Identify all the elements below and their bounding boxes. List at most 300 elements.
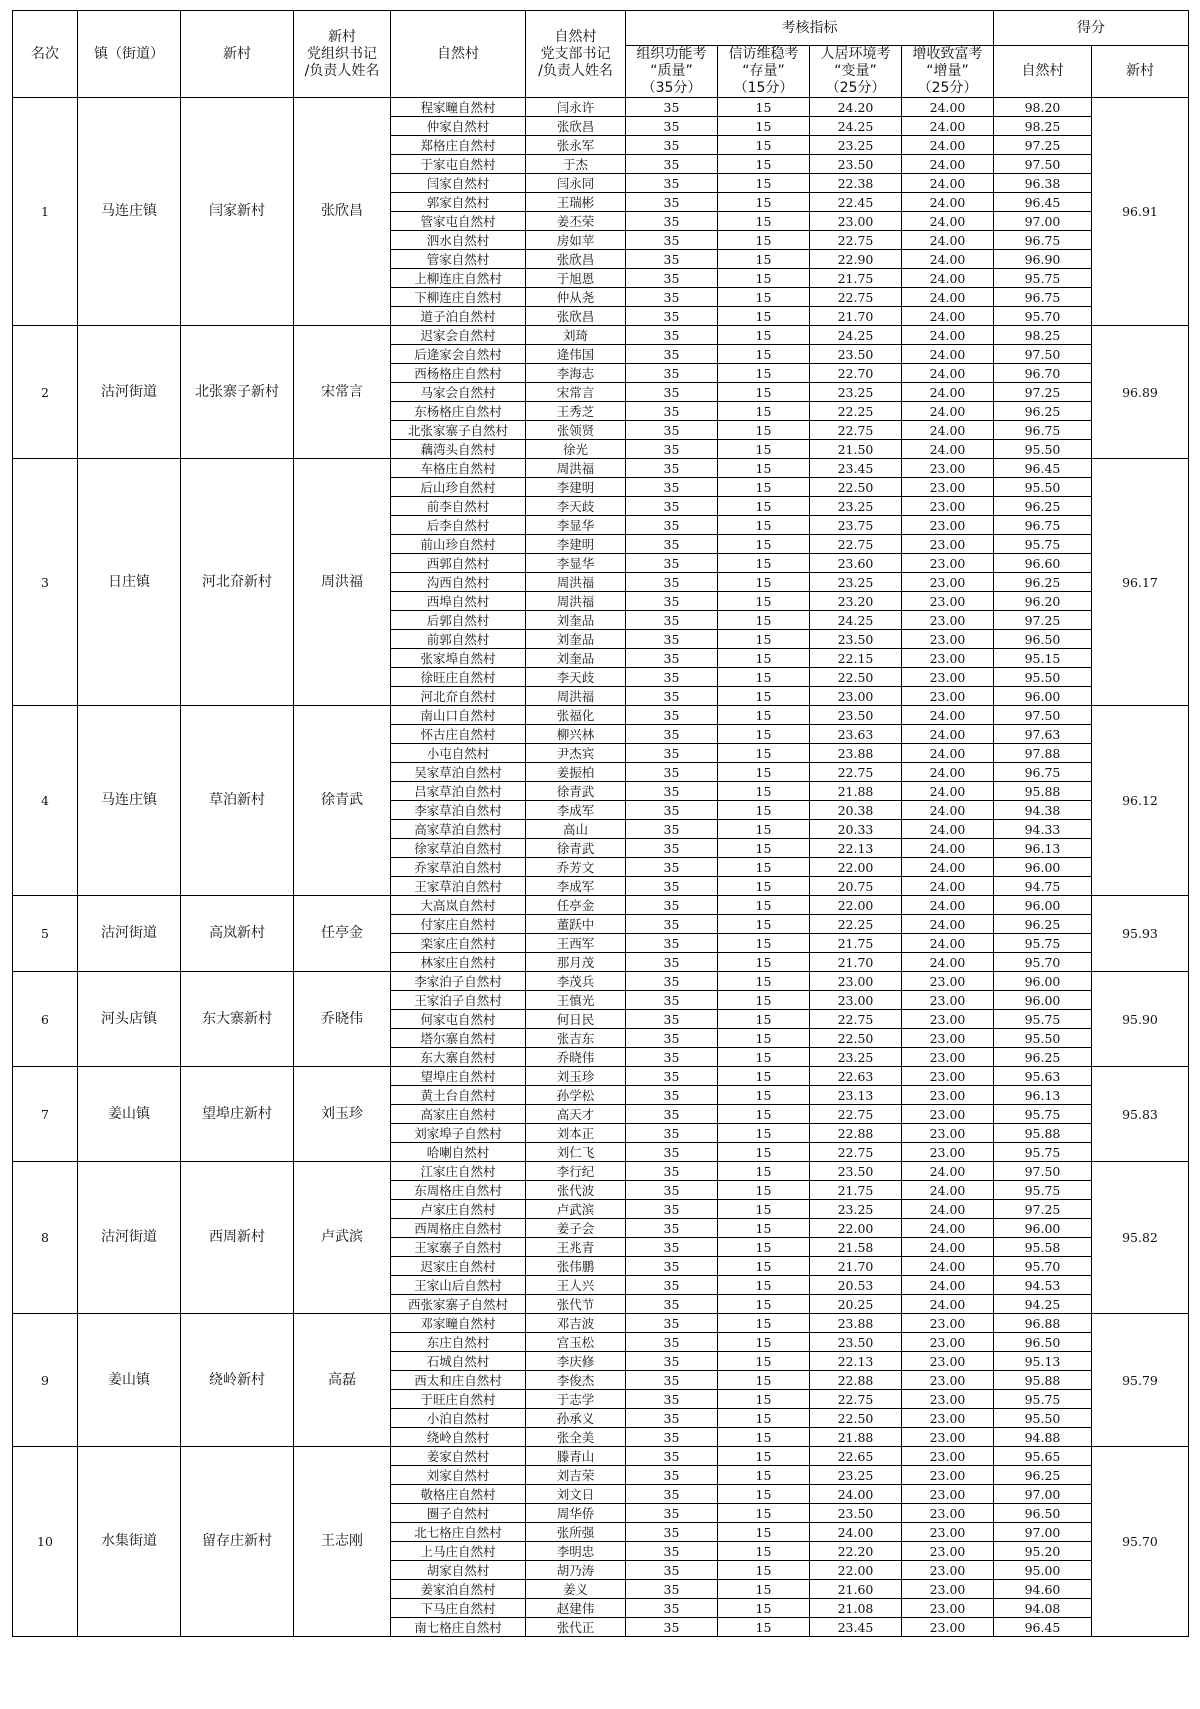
- quality-score-cell: 35: [626, 1523, 718, 1542]
- stock-score-cell: 15: [718, 1580, 810, 1599]
- variable-score-cell: 23.45: [810, 1618, 902, 1637]
- increment-score-cell: 23.00: [902, 687, 994, 706]
- natural-total-cell: 95.75: [994, 1143, 1092, 1162]
- natural-total-cell: 96.45: [994, 193, 1092, 212]
- increment-score-cell: 23.00: [902, 649, 994, 668]
- natural-secretary-cell: 李显华: [526, 516, 626, 535]
- quality-score-cell: 35: [626, 326, 718, 345]
- natural-total-cell: 96.75: [994, 288, 1092, 307]
- natural-village-cell: 高家草泊自然村: [391, 820, 526, 839]
- stock-score-cell: 15: [718, 820, 810, 839]
- quality-score-cell: 35: [626, 991, 718, 1010]
- town-cell: 姜山镇: [78, 1067, 181, 1162]
- table-row: [13, 98, 1189, 117]
- increment-score-cell: 24.00: [902, 136, 994, 155]
- variable-score-cell: 22.25: [810, 402, 902, 421]
- stock-score-cell: 15: [718, 1295, 810, 1314]
- quality-score-cell: 35: [626, 1542, 718, 1561]
- natural-village-cell: 林家庄自然村: [391, 953, 526, 972]
- natural-village-cell: 上柳连庄自然村: [391, 269, 526, 288]
- variable-score-cell: 21.70: [810, 307, 902, 326]
- natural-secretary-cell: 张所强: [526, 1523, 626, 1542]
- quality-score-cell: 35: [626, 1143, 718, 1162]
- quality-score-cell: 35: [626, 820, 718, 839]
- natural-village-cell: 程家疃自然村: [391, 98, 526, 117]
- natural-village-cell: 道子泊自然村: [391, 307, 526, 326]
- quality-score-cell: 35: [626, 782, 718, 801]
- quality-score-cell: 35: [626, 1257, 718, 1276]
- natural-village-cell: 刘家埠子自然村: [391, 1124, 526, 1143]
- variable-score-cell: 21.70: [810, 953, 902, 972]
- natural-total-cell: 95.88: [994, 1124, 1092, 1143]
- natural-secretary-cell: 刘吉荣: [526, 1466, 626, 1485]
- variable-score-cell: 22.75: [810, 763, 902, 782]
- stock-score-cell: 15: [718, 1181, 810, 1200]
- increment-score-cell: 23.00: [902, 478, 994, 497]
- natural-total-cell: 94.75: [994, 877, 1092, 896]
- variable-score-cell: 20.25: [810, 1295, 902, 1314]
- quality-score-cell: 35: [626, 478, 718, 497]
- increment-score-cell: 23.00: [902, 1447, 994, 1466]
- header-new-village-secretary: [294, 11, 391, 98]
- natural-village-cell: 马家会自然村: [391, 383, 526, 402]
- increment-score-cell: 24.00: [902, 193, 994, 212]
- natural-secretary-cell: 宫玉松: [526, 1333, 626, 1352]
- natural-total-cell: 96.00: [994, 687, 1092, 706]
- natural-total-cell: 96.50: [994, 630, 1092, 649]
- natural-secretary-cell: 胡乃涛: [526, 1561, 626, 1580]
- variable-score-cell: 23.50: [810, 1504, 902, 1523]
- natural-secretary-cell: 张全美: [526, 1428, 626, 1447]
- natural-total-cell: 94.38: [994, 801, 1092, 820]
- natural-total-cell: 95.50: [994, 478, 1092, 497]
- town-cell: 沽河街道: [78, 326, 181, 459]
- increment-score-cell: 24.00: [902, 269, 994, 288]
- rank-cell: 2: [13, 326, 78, 459]
- natural-total-cell: 96.75: [994, 763, 1092, 782]
- natural-secretary-cell: 宋常言: [526, 383, 626, 402]
- new-village-cell: 留存庄新村: [181, 1447, 294, 1637]
- natural-village-cell: 怀古庄自然村: [391, 725, 526, 744]
- natural-secretary-cell: 徐青武: [526, 839, 626, 858]
- variable-score-cell: 20.38: [810, 801, 902, 820]
- natural-secretary-cell: 姜子会: [526, 1219, 626, 1238]
- quality-score-cell: 35: [626, 193, 718, 212]
- quality-score-cell: 35: [626, 1314, 718, 1333]
- header-line: 组织功能考: [636, 46, 707, 62]
- header-rank: 名次: [13, 11, 78, 98]
- natural-total-cell: 97.00: [994, 1523, 1092, 1542]
- variable-score-cell: 22.20: [810, 1542, 902, 1561]
- variable-score-cell: 22.45: [810, 193, 902, 212]
- new-village-secretary-cell: 王志刚: [294, 1447, 391, 1637]
- natural-total-cell: 95.75: [994, 1010, 1092, 1029]
- natural-village-cell: 前李自然村: [391, 497, 526, 516]
- variable-score-cell: 23.50: [810, 630, 902, 649]
- natural-total-cell: 96.25: [994, 915, 1092, 934]
- new-village-secretary-cell: 高磊: [294, 1314, 391, 1447]
- natural-village-cell: 刘家自然村: [391, 1466, 526, 1485]
- quality-score-cell: 35: [626, 364, 718, 383]
- header-town: 镇（街道）: [78, 11, 181, 98]
- natural-total-cell: 96.70: [994, 364, 1092, 383]
- stock-score-cell: 15: [718, 801, 810, 820]
- natural-total-cell: 94.53: [994, 1276, 1092, 1295]
- stock-score-cell: 15: [718, 459, 810, 478]
- stock-score-cell: 15: [718, 250, 810, 269]
- increment-score-cell: 24.00: [902, 934, 994, 953]
- natural-village-cell: 小屯自然村: [391, 744, 526, 763]
- natural-total-cell: 96.25: [994, 402, 1092, 421]
- natural-village-cell: 吴家草泊自然村: [391, 763, 526, 782]
- variable-score-cell: 22.75: [810, 288, 902, 307]
- variable-score-cell: 22.63: [810, 1067, 902, 1086]
- variable-score-cell: 22.13: [810, 839, 902, 858]
- quality-score-cell: 35: [626, 953, 718, 972]
- natural-total-cell: 95.20: [994, 1542, 1092, 1561]
- table-header: [13, 11, 1189, 98]
- header-line: /负责人姓名: [538, 62, 613, 79]
- natural-secretary-cell: 李庆修: [526, 1352, 626, 1371]
- increment-score-cell: 23.00: [902, 1105, 994, 1124]
- header-score-natural: 自然村: [994, 46, 1092, 98]
- stock-score-cell: 15: [718, 1618, 810, 1637]
- natural-village-cell: 王家草泊自然村: [391, 877, 526, 896]
- town-cell: 日庄镇: [78, 459, 181, 706]
- increment-score-cell: 24.00: [902, 782, 994, 801]
- natural-secretary-cell: 李建明: [526, 478, 626, 497]
- stock-score-cell: 15: [718, 630, 810, 649]
- rank-cell: 8: [13, 1162, 78, 1314]
- increment-score-cell: 24.00: [902, 725, 994, 744]
- natural-secretary-cell: 张领贤: [526, 421, 626, 440]
- increment-score-cell: 24.00: [902, 763, 994, 782]
- variable-score-cell: 22.88: [810, 1124, 902, 1143]
- variable-score-cell: 23.50: [810, 1333, 902, 1352]
- new-village-score-cell: 95.90: [1092, 972, 1189, 1067]
- natural-village-cell: 圈子自然村: [391, 1504, 526, 1523]
- natural-village-cell: 下柳连庄自然村: [391, 288, 526, 307]
- quality-score-cell: 35: [626, 98, 718, 117]
- header-line: 增收致富考: [912, 46, 983, 62]
- quality-score-cell: 35: [626, 725, 718, 744]
- natural-secretary-cell: 卢武滨: [526, 1200, 626, 1219]
- variable-score-cell: 23.25: [810, 1466, 902, 1485]
- variable-score-cell: 23.63: [810, 725, 902, 744]
- natural-village-cell: 于家屯自然村: [391, 155, 526, 174]
- variable-score-cell: 24.00: [810, 1523, 902, 1542]
- variable-score-cell: 22.50: [810, 668, 902, 687]
- stock-score-cell: 15: [718, 1428, 810, 1447]
- natural-village-cell: 姜家泊自然村: [391, 1580, 526, 1599]
- increment-score-cell: 24.00: [902, 1238, 994, 1257]
- natural-total-cell: 97.50: [994, 706, 1092, 725]
- natural-secretary-cell: 周洪福: [526, 459, 626, 478]
- town-cell: 沽河街道: [78, 896, 181, 972]
- variable-score-cell: 20.53: [810, 1276, 902, 1295]
- quality-score-cell: 35: [626, 174, 718, 193]
- increment-score-cell: 23.00: [902, 554, 994, 573]
- variable-score-cell: 22.13: [810, 1352, 902, 1371]
- natural-village-cell: 栾家庄自然村: [391, 934, 526, 953]
- natural-total-cell: 97.50: [994, 1162, 1092, 1181]
- quality-score-cell: 35: [626, 1200, 718, 1219]
- natural-total-cell: 95.50: [994, 1409, 1092, 1428]
- stock-score-cell: 15: [718, 573, 810, 592]
- increment-score-cell: 23.00: [902, 1371, 994, 1390]
- natural-village-cell: 西张家寨子自然村: [391, 1295, 526, 1314]
- quality-score-cell: 35: [626, 630, 718, 649]
- stock-score-cell: 15: [718, 402, 810, 421]
- new-village-cell: 高岚新村: [181, 896, 294, 972]
- increment-score-cell: 23.00: [902, 1466, 994, 1485]
- natural-village-cell: 黄土台自然村: [391, 1086, 526, 1105]
- natural-village-cell: 前郭自然村: [391, 630, 526, 649]
- header-line: “存量”: [742, 63, 785, 79]
- natural-secretary-cell: 张吉东: [526, 1029, 626, 1048]
- quality-score-cell: 35: [626, 1181, 718, 1200]
- increment-score-cell: 23.00: [902, 1485, 994, 1504]
- new-village-cell: 北张寨子新村: [181, 326, 294, 459]
- natural-village-cell: 泗水自然村: [391, 231, 526, 250]
- natural-secretary-cell: 徐光: [526, 440, 626, 459]
- natural-village-cell: 小泊自然村: [391, 1409, 526, 1428]
- stock-score-cell: 15: [718, 1485, 810, 1504]
- new-village-secretary-cell: 徐青武: [294, 706, 391, 896]
- new-village-score-cell: 95.82: [1092, 1162, 1189, 1314]
- variable-score-cell: 21.50: [810, 440, 902, 459]
- town-cell: 河头店镇: [78, 972, 181, 1067]
- variable-score-cell: 23.25: [810, 1048, 902, 1067]
- quality-score-cell: 35: [626, 1333, 718, 1352]
- natural-village-cell: 乔家草泊自然村: [391, 858, 526, 877]
- header-score-new: 新村: [1092, 46, 1189, 98]
- quality-score-cell: 35: [626, 801, 718, 820]
- quality-score-cell: 35: [626, 345, 718, 364]
- increment-score-cell: 24.00: [902, 1200, 994, 1219]
- stock-score-cell: 15: [718, 516, 810, 535]
- natural-village-cell: 迟家会自然村: [391, 326, 526, 345]
- natural-total-cell: 96.50: [994, 1504, 1092, 1523]
- increment-score-cell: 24.00: [902, 364, 994, 383]
- natural-secretary-cell: 逄伟国: [526, 345, 626, 364]
- quality-score-cell: 35: [626, 288, 718, 307]
- increment-score-cell: 23.00: [902, 1314, 994, 1333]
- stock-score-cell: 15: [718, 231, 810, 250]
- increment-score-cell: 24.00: [902, 345, 994, 364]
- natural-secretary-cell: 张代正: [526, 1618, 626, 1637]
- increment-score-cell: 23.00: [902, 1561, 994, 1580]
- natural-village-cell: 敬格庄自然村: [391, 1485, 526, 1504]
- stock-score-cell: 15: [718, 193, 810, 212]
- natural-secretary-cell: 王秀芝: [526, 402, 626, 421]
- natural-total-cell: 96.75: [994, 421, 1092, 440]
- stock-score-cell: 15: [718, 269, 810, 288]
- village-ranking-table: [12, 10, 1189, 1637]
- new-village-secretary-cell: 张欣昌: [294, 98, 391, 326]
- header-line: “增量”: [926, 63, 969, 79]
- stock-score-cell: 15: [718, 1143, 810, 1162]
- natural-secretary-cell: 张欣昌: [526, 250, 626, 269]
- variable-score-cell: 22.00: [810, 858, 902, 877]
- increment-score-cell: 23.00: [902, 592, 994, 611]
- variable-score-cell: 23.13: [810, 1086, 902, 1105]
- stock-score-cell: 15: [718, 1124, 810, 1143]
- increment-score-cell: 23.00: [902, 1409, 994, 1428]
- natural-village-cell: 东庄自然村: [391, 1333, 526, 1352]
- quality-score-cell: 35: [626, 858, 718, 877]
- natural-village-cell: 张家埠自然村: [391, 649, 526, 668]
- variable-score-cell: 22.75: [810, 1010, 902, 1029]
- natural-village-cell: 哈喇自然村: [391, 1143, 526, 1162]
- quality-score-cell: 35: [626, 307, 718, 326]
- variable-score-cell: 23.60: [810, 554, 902, 573]
- quality-score-cell: 35: [626, 136, 718, 155]
- variable-score-cell: 23.00: [810, 972, 902, 991]
- natural-total-cell: 96.75: [994, 516, 1092, 535]
- stock-score-cell: 15: [718, 839, 810, 858]
- natural-village-cell: 后郭自然村: [391, 611, 526, 630]
- header-line: （25分）: [917, 80, 978, 96]
- natural-village-cell: 高家庄自然村: [391, 1105, 526, 1124]
- quality-score-cell: 35: [626, 1428, 718, 1447]
- quality-score-cell: 35: [626, 763, 718, 782]
- quality-score-cell: 35: [626, 1029, 718, 1048]
- variable-score-cell: 24.25: [810, 611, 902, 630]
- table-row: [13, 1162, 1189, 1181]
- natural-village-cell: 王家寨子自然村: [391, 1238, 526, 1257]
- stock-score-cell: 15: [718, 611, 810, 630]
- variable-score-cell: 22.65: [810, 1447, 902, 1466]
- natural-village-cell: 闫家自然村: [391, 174, 526, 193]
- quality-score-cell: 35: [626, 269, 718, 288]
- variable-score-cell: 23.75: [810, 516, 902, 535]
- stock-score-cell: 15: [718, 877, 810, 896]
- natural-secretary-cell: 高天才: [526, 1105, 626, 1124]
- increment-score-cell: 24.00: [902, 307, 994, 326]
- quality-score-cell: 35: [626, 668, 718, 687]
- increment-score-cell: 24.00: [902, 858, 994, 877]
- natural-village-cell: 沟西自然村: [391, 573, 526, 592]
- increment-score-cell: 24.00: [902, 231, 994, 250]
- quality-score-cell: 35: [626, 1086, 718, 1105]
- table-row: [13, 326, 1189, 345]
- variable-score-cell: 23.50: [810, 155, 902, 174]
- table-row: [13, 1447, 1189, 1466]
- natural-total-cell: 96.00: [994, 1219, 1092, 1238]
- natural-secretary-cell: 张福化: [526, 706, 626, 725]
- natural-village-cell: 河北夼自然村: [391, 687, 526, 706]
- stock-score-cell: 15: [718, 858, 810, 877]
- natural-village-cell: 东周格庄自然村: [391, 1181, 526, 1200]
- natural-total-cell: 96.00: [994, 991, 1092, 1010]
- natural-total-cell: 96.25: [994, 573, 1092, 592]
- natural-total-cell: 96.60: [994, 554, 1092, 573]
- natural-total-cell: 97.25: [994, 611, 1092, 630]
- natural-secretary-cell: 邓吉波: [526, 1314, 626, 1333]
- natural-total-cell: 95.75: [994, 934, 1092, 953]
- natural-secretary-cell: 周洪福: [526, 687, 626, 706]
- natural-total-cell: 95.70: [994, 953, 1092, 972]
- variable-score-cell: 22.88: [810, 1371, 902, 1390]
- header-line: 新村: [328, 28, 356, 45]
- natural-village-cell: 李家草泊自然村: [391, 801, 526, 820]
- natural-secretary-cell: 李茂兵: [526, 972, 626, 991]
- rank-cell: 4: [13, 706, 78, 896]
- stock-score-cell: 15: [718, 554, 810, 573]
- natural-village-cell: 后山珍自然村: [391, 478, 526, 497]
- natural-village-cell: 上马庄自然村: [391, 1542, 526, 1561]
- natural-total-cell: 94.33: [994, 820, 1092, 839]
- natural-secretary-cell: 王人兴: [526, 1276, 626, 1295]
- quality-score-cell: 35: [626, 1010, 718, 1029]
- header-score: 得分: [994, 11, 1189, 46]
- new-village-score-cell: 95.70: [1092, 1447, 1189, 1637]
- quality-score-cell: 35: [626, 1409, 718, 1428]
- natural-secretary-cell: 王慎光: [526, 991, 626, 1010]
- natural-total-cell: 97.88: [994, 744, 1092, 763]
- header-line: 自然村: [554, 28, 597, 45]
- stock-score-cell: 15: [718, 782, 810, 801]
- quality-score-cell: 35: [626, 440, 718, 459]
- natural-secretary-cell: 刘奎品: [526, 649, 626, 668]
- variable-score-cell: 22.38: [810, 174, 902, 193]
- natural-secretary-cell: 于杰: [526, 155, 626, 174]
- natural-village-cell: 塔尔寨自然村: [391, 1029, 526, 1048]
- natural-secretary-cell: 滕青山: [526, 1447, 626, 1466]
- stock-score-cell: 15: [718, 1238, 810, 1257]
- stock-score-cell: 15: [718, 1067, 810, 1086]
- stock-score-cell: 15: [718, 896, 810, 915]
- natural-village-cell: 卢家庄自然村: [391, 1200, 526, 1219]
- natural-secretary-cell: 乔晓伟: [526, 1048, 626, 1067]
- quality-score-cell: 35: [626, 1105, 718, 1124]
- header-indicator-stock: [718, 46, 810, 98]
- quality-score-cell: 35: [626, 896, 718, 915]
- rank-cell: 7: [13, 1067, 78, 1162]
- rank-cell: 10: [13, 1447, 78, 1637]
- natural-secretary-cell: 周洪福: [526, 573, 626, 592]
- increment-score-cell: 23.00: [902, 668, 994, 687]
- quality-score-cell: 35: [626, 611, 718, 630]
- quality-score-cell: 35: [626, 1466, 718, 1485]
- increment-score-cell: 24.00: [902, 1276, 994, 1295]
- quality-score-cell: 35: [626, 383, 718, 402]
- increment-score-cell: 24.00: [902, 820, 994, 839]
- increment-score-cell: 24.00: [902, 1162, 994, 1181]
- stock-score-cell: 15: [718, 1276, 810, 1295]
- natural-village-cell: 于旺庄自然村: [391, 1390, 526, 1409]
- natural-total-cell: 96.25: [994, 1048, 1092, 1067]
- natural-village-cell: 江家庄自然村: [391, 1162, 526, 1181]
- variable-score-cell: 24.25: [810, 117, 902, 136]
- natural-total-cell: 95.75: [994, 1181, 1092, 1200]
- natural-secretary-cell: 孙承义: [526, 1409, 626, 1428]
- natural-secretary-cell: 李显华: [526, 554, 626, 573]
- quality-score-cell: 35: [626, 1580, 718, 1599]
- quality-score-cell: 35: [626, 497, 718, 516]
- natural-village-cell: 北七格庄自然村: [391, 1523, 526, 1542]
- natural-total-cell: 97.25: [994, 383, 1092, 402]
- natural-village-cell: 管家自然村: [391, 250, 526, 269]
- header-line: 党组织书记: [307, 45, 377, 62]
- variable-score-cell: 23.88: [810, 744, 902, 763]
- new-village-cell: 绕岭新村: [181, 1314, 294, 1447]
- stock-score-cell: 15: [718, 155, 810, 174]
- variable-score-cell: 23.88: [810, 1314, 902, 1333]
- new-village-secretary-cell: 乔晓伟: [294, 972, 391, 1067]
- variable-score-cell: 21.08: [810, 1599, 902, 1618]
